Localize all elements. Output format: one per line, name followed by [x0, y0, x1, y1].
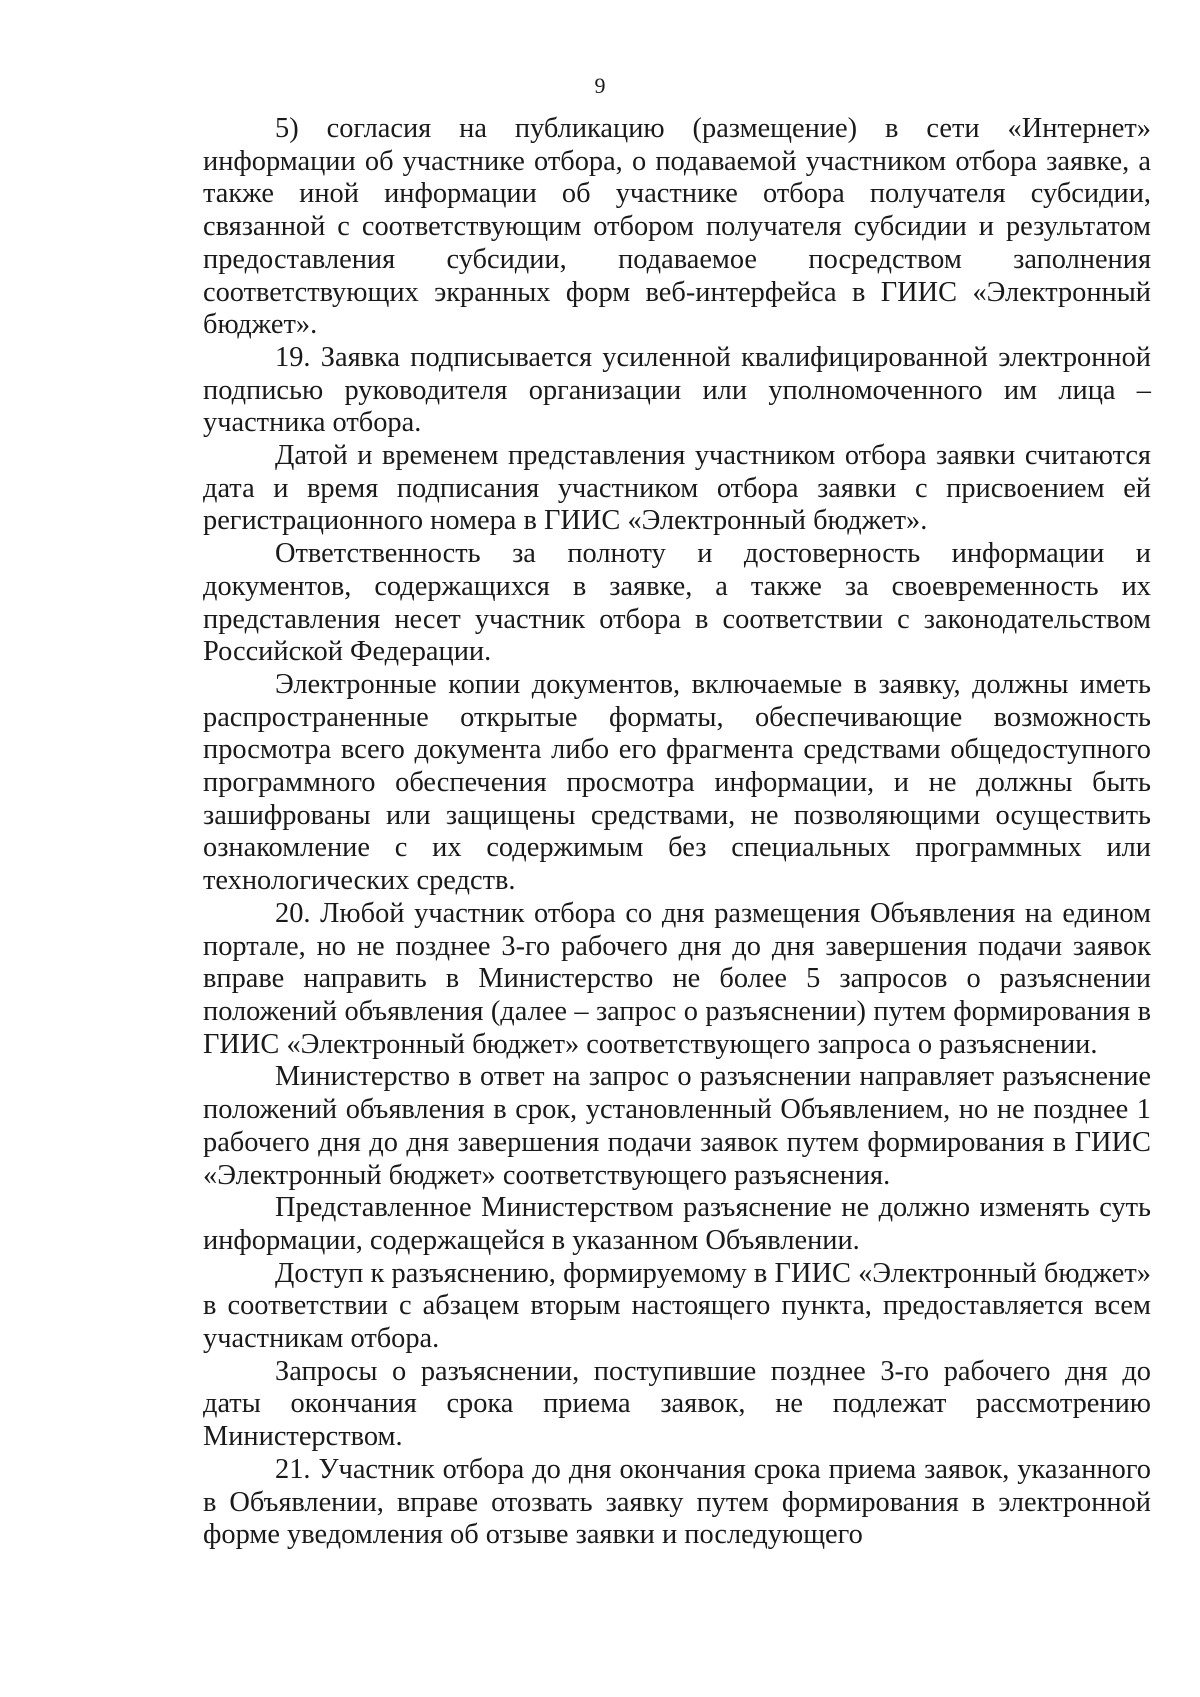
- paragraph-item-21: 21. Участник отбора до дня окончания срока приема заявок, указанного в Объявлении, вправе отозвать заявку путем формирования в электронной форме уведомления об отзыве заявки и последующего: [203, 1453, 1151, 1551]
- paragraph-submission-date: Датой и временем представления участником отбора заявки считаются дата и время подписания участником отбора заявки с присвоением ей регистрационного номера в ГИИС «Электронный бюджет».: [203, 440, 1151, 537]
- paragraph-item-20: 20. Любой участник отбора со дня размещения Объявления на едином портале, но не позднее 3-го рабочего дня до дня завершения подачи заявок вправе направить в Министерство не более 5 запросов о разъяснении положений объявления (далее – запрос о разъяснении) путем формирования в ГИИС «Электронный бюджет» соответствующего запроса о разъяснении.: [203, 897, 1151, 1060]
- paragraph-ministry-response: Министерство в ответ на запрос о разъяснении направляет разъяснение положений объявления в срок, установленный Объявлением, но не позднее 1 рабочего дня до дня завершения подачи заявок путем формирования в ГИИС «Электронный бюджет» соответствующего разъяснения.: [203, 1061, 1151, 1191]
- paragraph-late-requests: Запросы о разъяснении, поступившие позднее 3-го рабочего дня до даты окончания срока приема заявок, не подлежат рассмотрению Министерством.: [203, 1355, 1151, 1453]
- paragraph-clarification-scope: Представленное Министерством разъяснение не должно изменять суть информации, содержащейся в указанном Объявлении.: [203, 1192, 1151, 1256]
- paragraph-consent-publication: 5) согласия на публикацию (размещение) в сети «Интернет» информации об участнике отбора, о подаваемой участником отбора заявке, а также иной информации об участнике отбора получателя субсидии, связанной с соответствующим отбором получателя субсидии и результатом предоставления субсидии, подаваемое посредством заполнения соответствующих экранных форм веб-интерфейса в ГИИС «Электронный бюджет».: [203, 113, 1151, 341]
- paragraph-responsibility: Ответственность за полноту и достоверность информации и документов, содержащихся в заявке, а также за своевременность их представления несет участник отбора в соответствии с законодательством Российской Федерации.: [203, 538, 1151, 668]
- paragraph-clarification-access: Доступ к разъяснению, формируемому в ГИИС «Электронный бюджет» в соответствии с абзацем вторым настоящего пункта, предоставляется всем участникам отбора.: [203, 1257, 1151, 1355]
- paragraph-electronic-copies: Электронные копии документов, включаемые в заявку, должны иметь распространенные открытые форматы, обеспечивающие возможность просмотра всего документа либо его фрагмента средствами общедоступного программного обеспечения просмотра информации, и не должны быть зашифрованы или защищены средствами, не позволяющими осуществить ознакомление с их содержимым без специальных программных или технологических средств.: [203, 668, 1151, 897]
- page-number: 9: [594, 73, 606, 98]
- document-body: [203, 113, 1151, 1552]
- paragraph-item-19: 19. Заявка подписывается усиленной квалифицированной электронной подписью руководителя организации или уполномоченного им лица – участника отбора.: [203, 341, 1151, 439]
